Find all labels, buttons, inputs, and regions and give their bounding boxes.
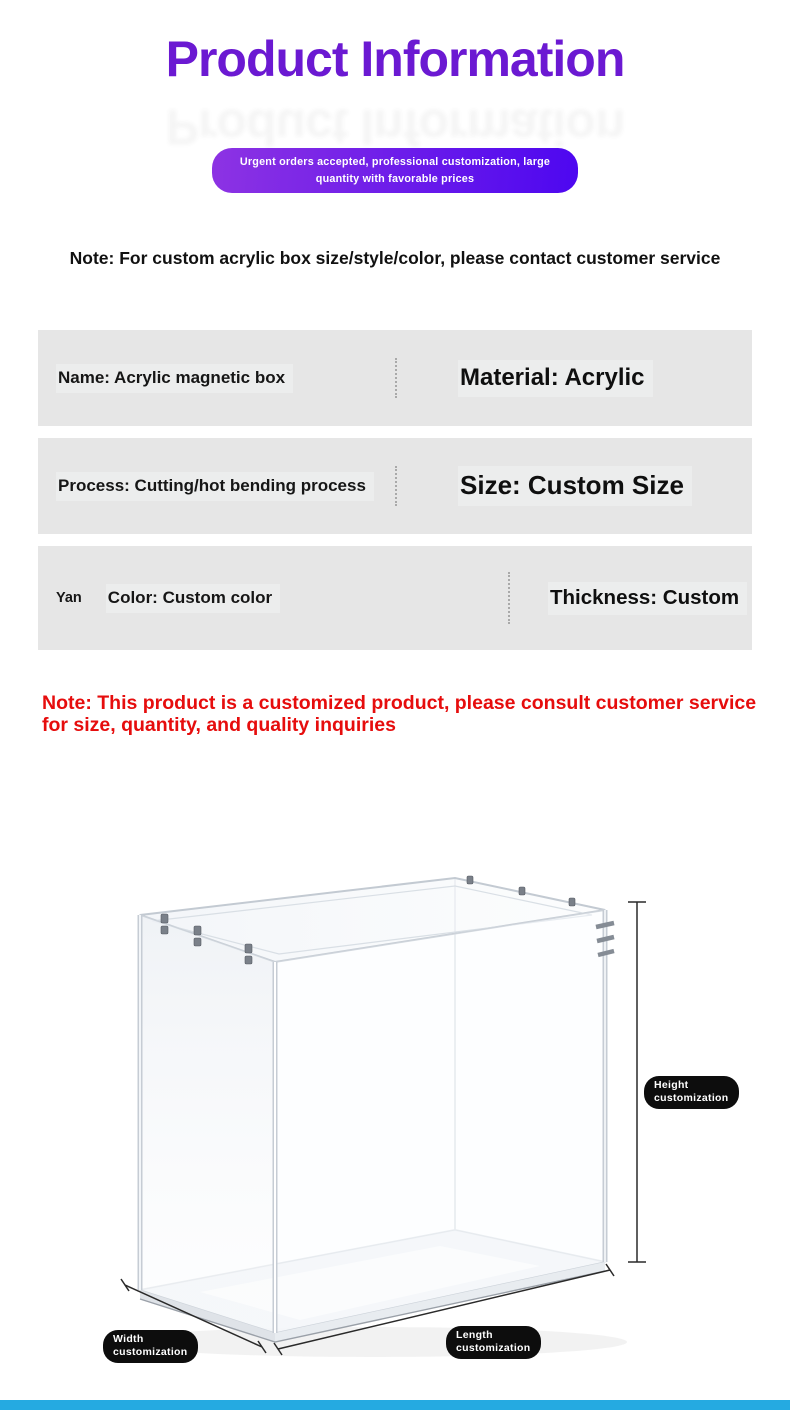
spec-row-process-size [38,438,752,534]
box-right-face [275,910,605,1333]
page-title: Product Information [165,31,625,87]
length-label-line2: customization [456,1342,531,1355]
spec-thickness-label [548,546,747,650]
customization-warning-note: Note: This product is a customized product, please consult customer service for size, quantity, and quality inquiries [42,692,757,737]
spec-color-value: Color: Custom color [106,584,280,613]
spec-name-label [56,330,293,426]
width-label-line1: Width [113,1333,144,1345]
width-label-line2: customization [113,1346,188,1359]
spec-material-label [458,330,653,426]
spec-process-label [56,438,374,534]
length-customization-label [446,1326,541,1359]
spec-color-label [56,546,280,650]
product-diagram [0,830,790,1400]
spec-row-name-material [38,330,752,426]
promo-banner-text: Urgent orders accepted, professional customization, large quantity with favorable prices [239,156,551,185]
spec-material-value: Material: Acrylic [458,360,653,397]
footer-accent-bar [0,1400,790,1410]
height-label-line2: customization [654,1092,729,1105]
dotted-divider [395,466,397,506]
height-dimension-line [628,902,646,1262]
spec-thickness-value: Thickness: Custom [548,582,747,615]
dotted-divider [508,572,510,624]
width-customization-label [103,1330,198,1363]
spec-name-value: Name: Acrylic magnetic box [56,364,293,393]
height-label-line1: Height [654,1079,689,1091]
length-label-line1: Length [456,1329,493,1341]
spec-size-label [458,438,692,534]
page-title-reflection: Product Information [165,99,625,155]
height-customization-label [644,1076,739,1109]
customer-service-note: Note: For custom acrylic box size/style/color, please contact customer service [69,248,721,268]
spec-row-color-thickness [38,546,752,650]
acrylic-box-illustration [0,830,790,1400]
spec-color-prefix: Yan [56,590,82,606]
box-left-face [140,915,275,1333]
spec-process-value: Process: Cutting/hot bending process [56,472,374,501]
dotted-divider [395,358,397,398]
promo-banner [212,148,578,193]
spec-size-value: Size: Custom Size [458,466,692,506]
